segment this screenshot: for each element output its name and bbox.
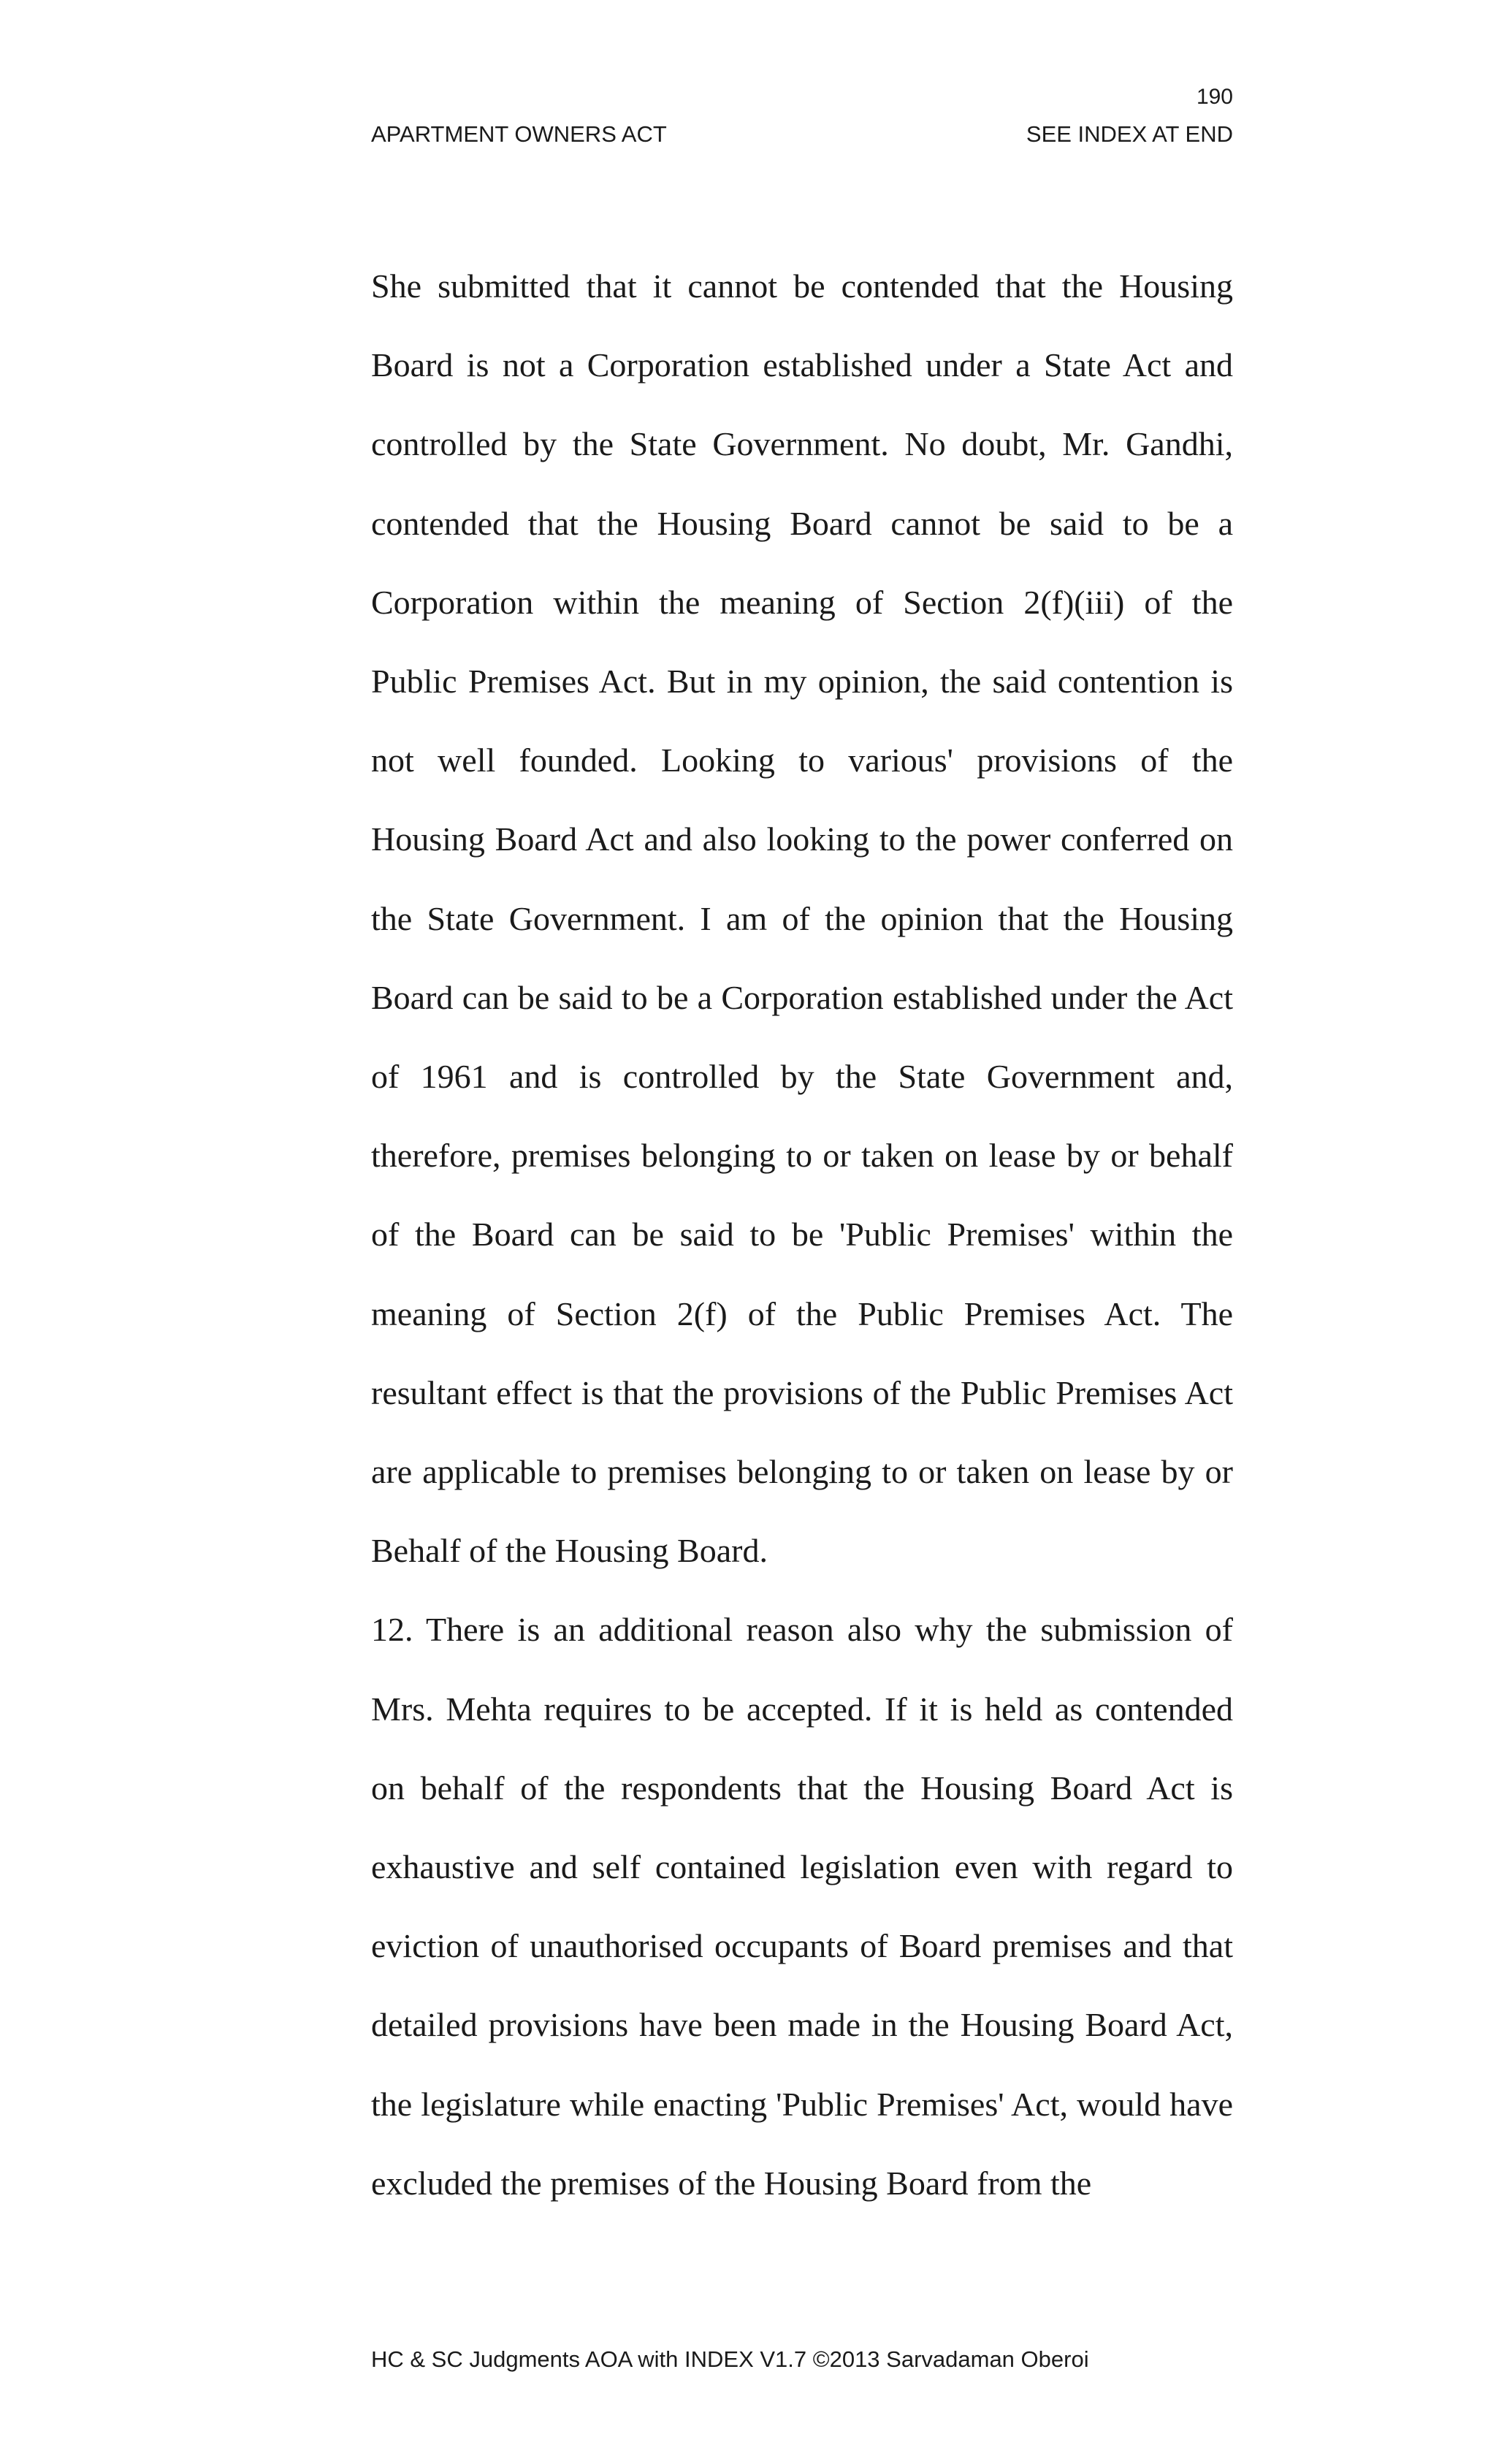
running-header	[371, 123, 1233, 145]
header-right-note: SEE INDEX AT END	[1026, 121, 1233, 147]
document-body	[371, 247, 1233, 2223]
page-footer: HC & SC Judgments AOA with INDEX V1.7 ©2013 Sarvadaman Oberoi	[371, 2346, 1089, 2372]
body-paragraph: 12. There is an additional reason also why the submission of Mrs. Mehta requires to be accepted. If it is held as contended on behalf of the respondents that the Housing Board Act is exhaustive and self contained legislation even with regard to eviction of unauthorised occupants of Board premises and that detailed provisions have been made in the Housing Board Act, the legislature while enacting 'Public Premises' Act, would have excluded the premises of the Housing Board from the	[371, 1611, 1233, 2202]
page-number: 190	[1196, 85, 1233, 109]
body-paragraph: She submitted that it cannot be contended that the Housing Board is not a Corporation established under a State Act and controlled by the State Government. No doubt, Mr. Gandhi, contended that the Housing Board cannot be said to be a Corporation within the meaning of Section 2(f)(iii) of the Public Premises Act. But in my opinion, the said contention is not well founded. Looking to various' provisions of the Housing Board Act and also looking to the power conferred on the State Government. I am of the opinion that the Housing Board can be said to be a Corporation established under the Act of 1961 and is controlled by the State Government and, therefore, premises belonging to or taken on lease by or behalf of the Board can be said to be 'Public Premises' within the meaning of Section 2(f) of the Public Premises Act. The resultant effect is that the provisions of the Public Premises Act are applicable to premises belonging to or taken on lease by or Behalf of the Housing Board.	[371, 267, 1233, 1570]
header-left-title: APARTMENT OWNERS ACT	[371, 121, 667, 147]
